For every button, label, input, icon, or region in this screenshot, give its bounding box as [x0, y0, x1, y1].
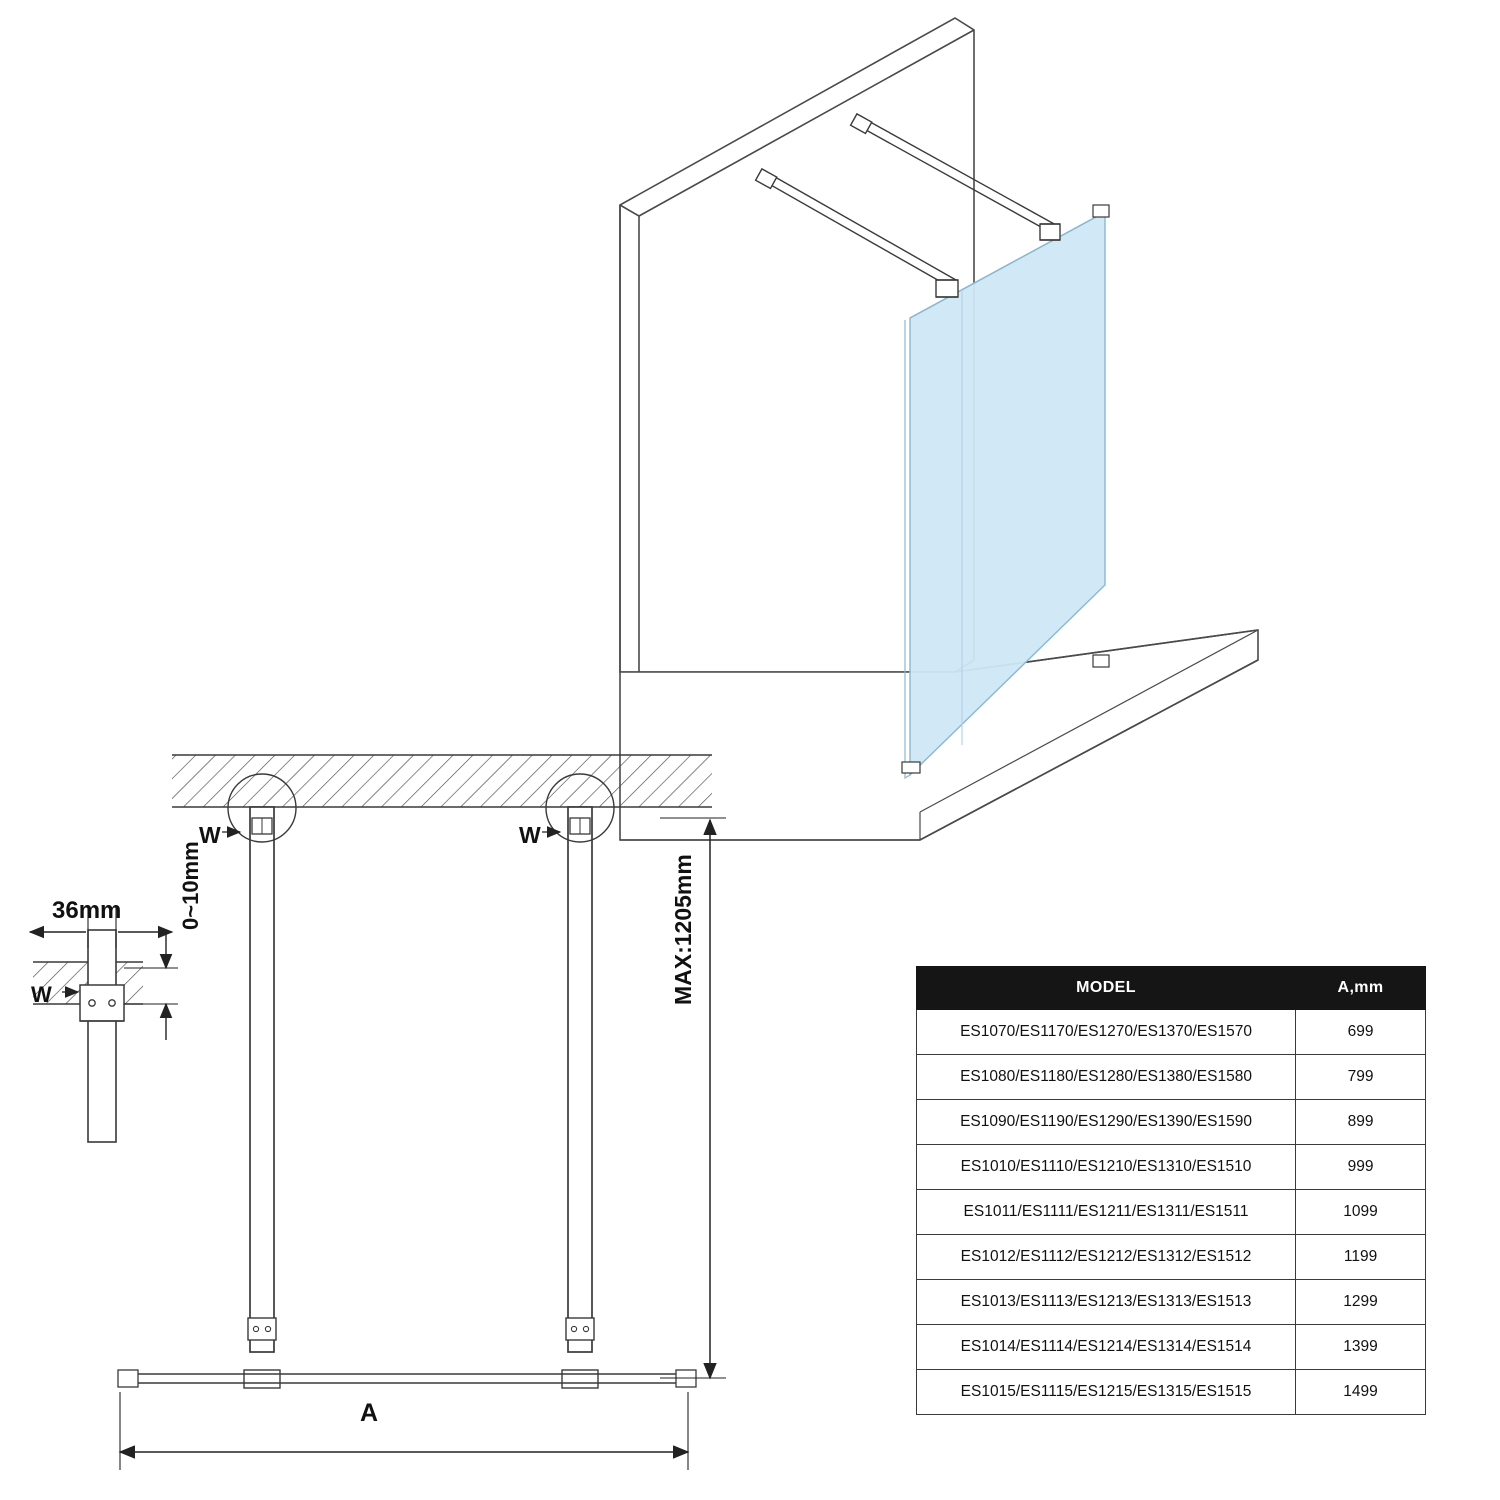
table-row	[917, 1370, 1426, 1415]
bracket-marker-left: W	[199, 822, 221, 848]
cell-a-mm: 1199	[1296, 1235, 1426, 1280]
table-row	[917, 1190, 1426, 1235]
table-row	[917, 1145, 1426, 1190]
width-dimension-label: A	[360, 1399, 379, 1427]
bracket-marker-right: W	[519, 822, 541, 848]
cell-model: ES1014/ES1114/ES1214/ES1314/ES1514	[917, 1325, 1296, 1370]
cell-a-mm: 1399	[1296, 1325, 1426, 1370]
table-row	[917, 1235, 1426, 1280]
cell-a-mm: 699	[1296, 1010, 1426, 1055]
bracket-marker-detail: W	[31, 982, 52, 1007]
thickness-label: 36mm	[52, 897, 122, 924]
cell-model: ES1011/ES1111/ES1211/ES1311/ES1511	[917, 1190, 1296, 1235]
cell-model: ES1070/ES1170/ES1270/ES1370/ES1570	[917, 1010, 1296, 1055]
cell-model: ES1010/ES1110/ES1210/ES1310/ES1510	[917, 1145, 1296, 1190]
bracket-detail-view	[30, 905, 178, 1142]
cell-model: ES1015/ES1115/ES1215/ES1315/ES1515	[917, 1370, 1296, 1415]
cell-a-mm: 1099	[1296, 1190, 1426, 1235]
table-row	[917, 1280, 1426, 1325]
cell-model: ES1090/ES1190/ES1290/ES1390/ES1590	[917, 1100, 1296, 1145]
gap-range-label: 0~10mm	[178, 841, 203, 930]
cell-model: ES1013/ES1113/ES1213/ES1313/ES1513	[917, 1280, 1296, 1325]
column-header-model: MODEL	[917, 967, 1296, 1010]
table-row	[917, 1325, 1426, 1370]
table-row	[917, 1100, 1426, 1145]
table-row	[917, 1055, 1426, 1100]
cell-a-mm: 799	[1296, 1055, 1426, 1100]
cell-a-mm: 899	[1296, 1100, 1426, 1145]
column-header-a: A,mm	[1296, 967, 1426, 1010]
isometric-view	[620, 18, 1258, 840]
front-elevation-view	[118, 755, 726, 1470]
cell-a-mm: 1299	[1296, 1280, 1426, 1325]
table-row	[917, 1010, 1426, 1055]
max-height-label: MAX:1205mm	[670, 854, 696, 1005]
cell-model: ES1012/ES1112/ES1212/ES1312/ES1512	[917, 1235, 1296, 1280]
table-header-row	[917, 967, 1426, 1010]
cell-model: ES1080/ES1180/ES1280/ES1380/ES1580	[917, 1055, 1296, 1100]
cell-a-mm: 999	[1296, 1145, 1426, 1190]
model-dimension-table	[916, 966, 1426, 1415]
cell-a-mm: 1499	[1296, 1370, 1426, 1415]
